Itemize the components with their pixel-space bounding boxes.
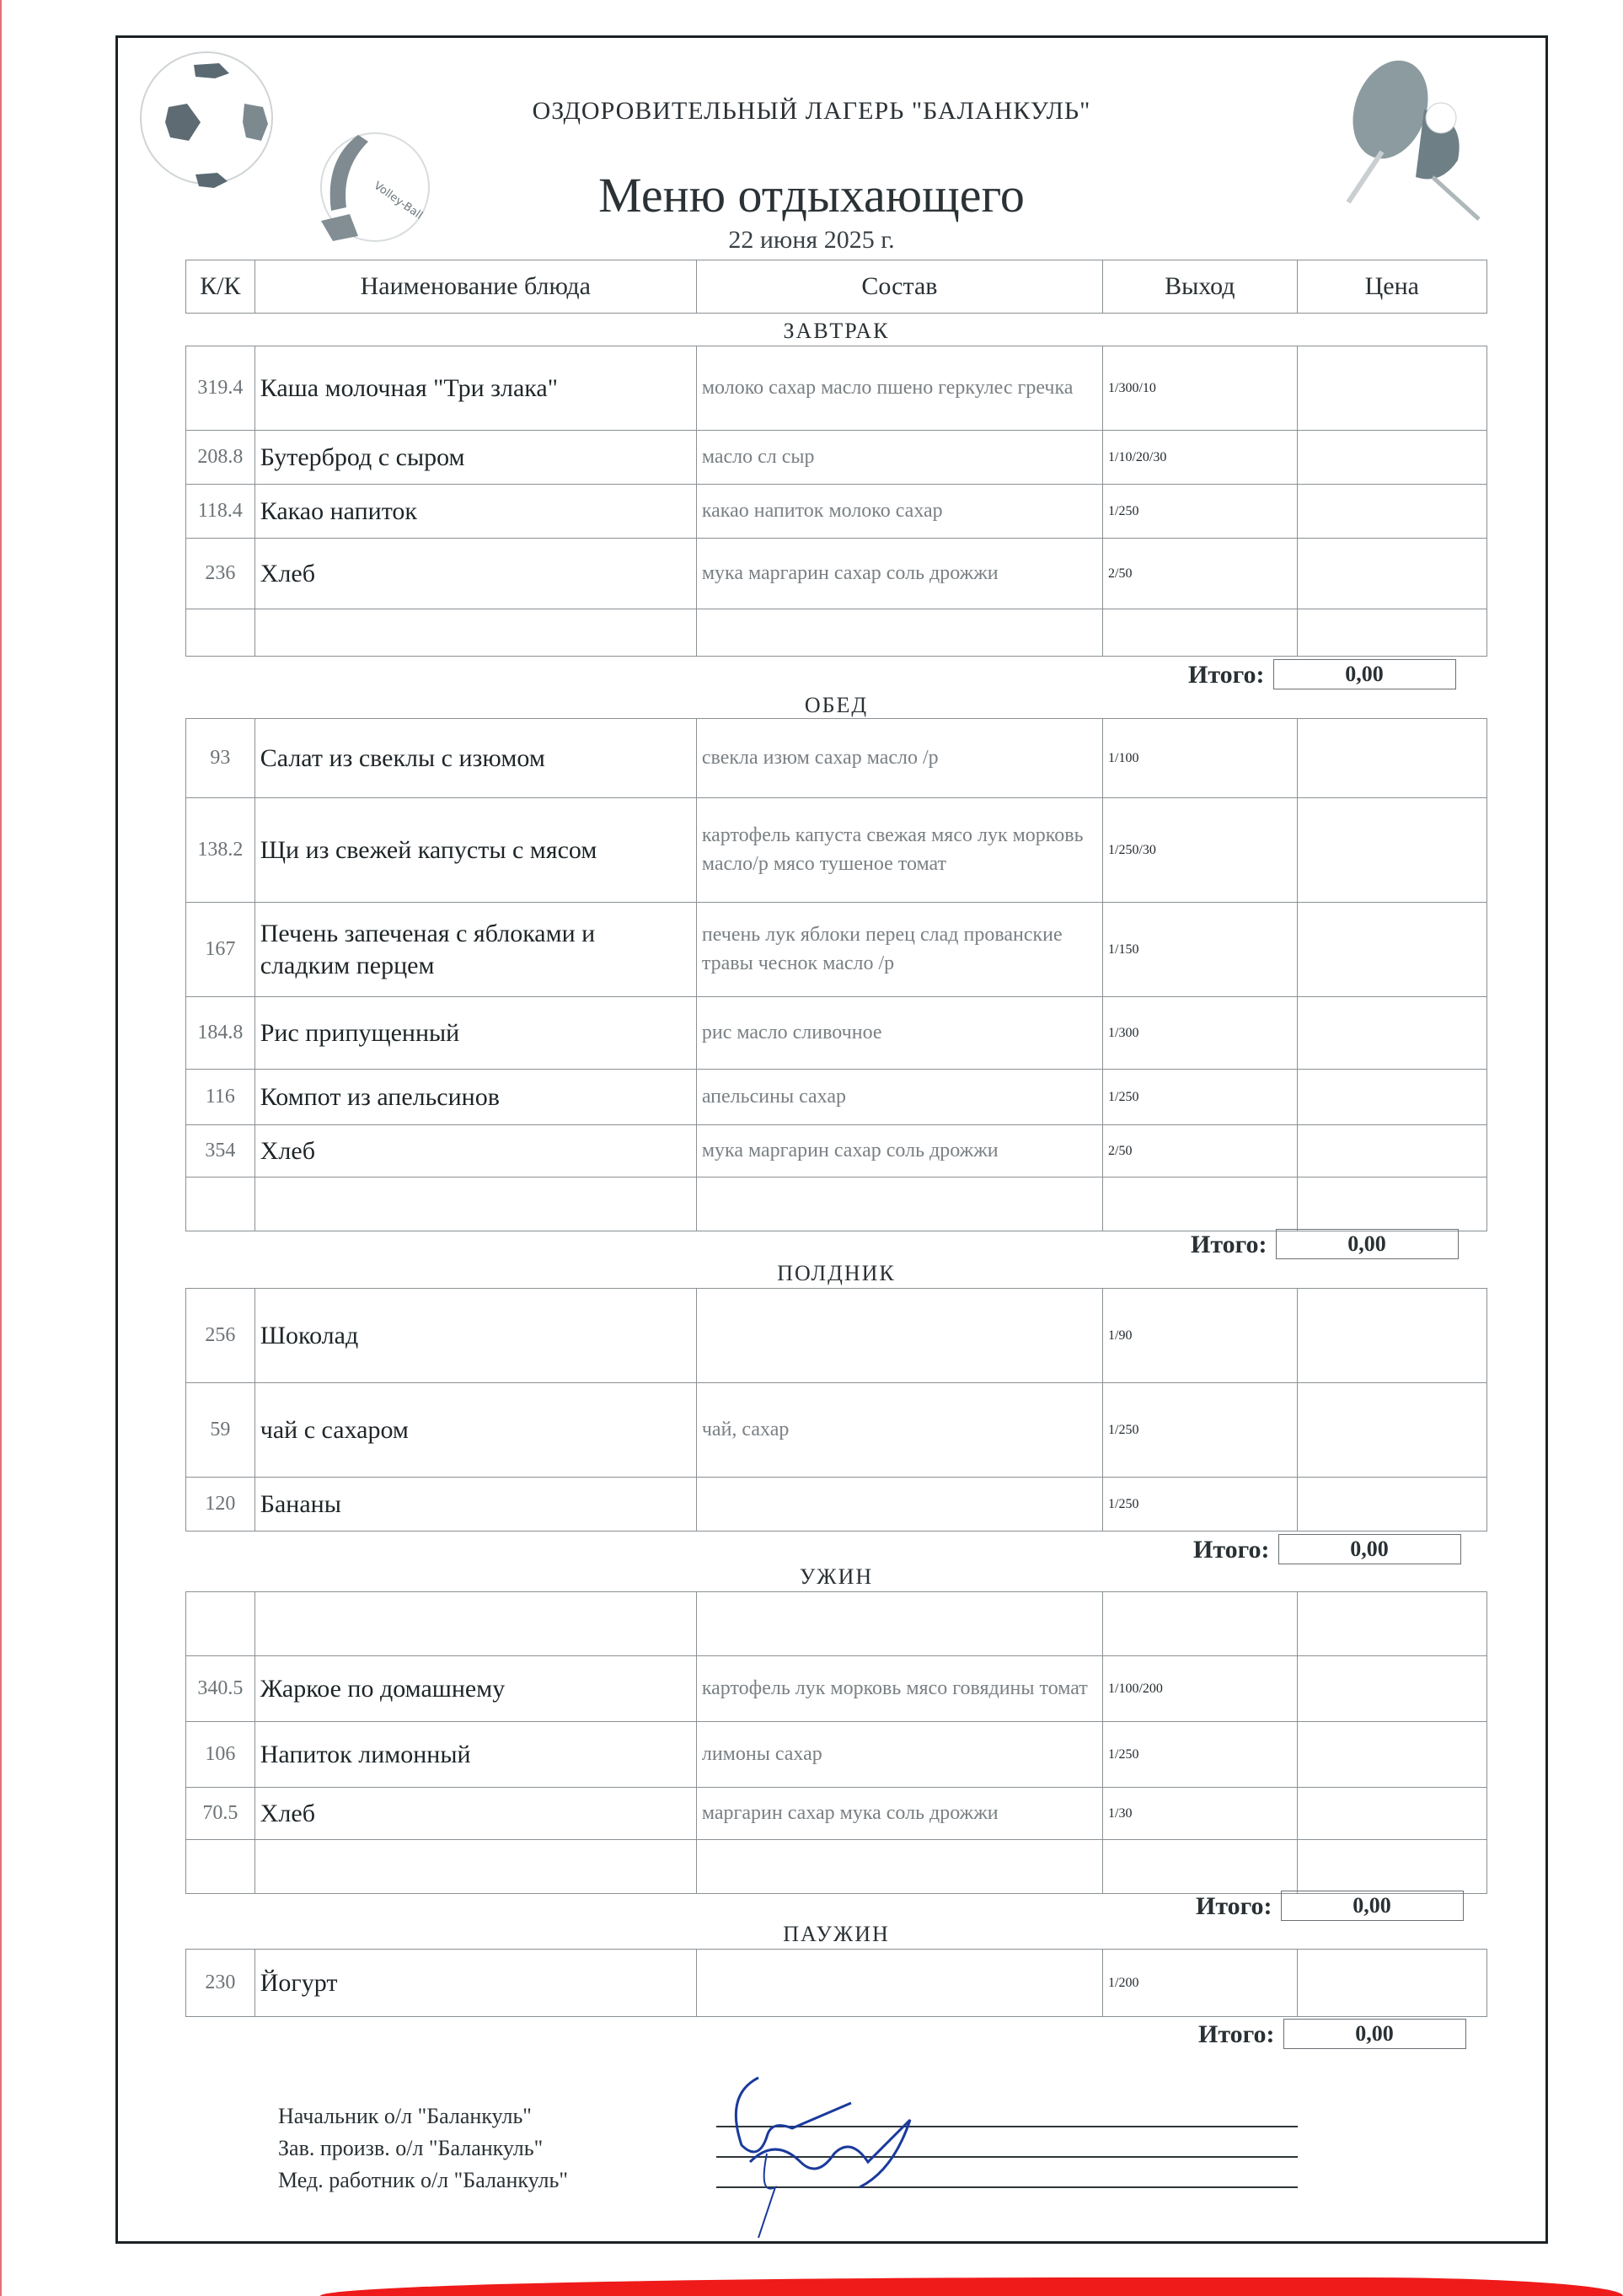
dish-name: [254, 1840, 696, 1894]
dish-name: [254, 609, 696, 657]
dish-name: Хлеб: [254, 1788, 696, 1840]
signature-label-medic: Мед. работник о/л "Баланкуль": [278, 2168, 568, 2192]
table-row: [186, 346, 1487, 431]
signature-labels: [278, 2100, 568, 2197]
section-table: [185, 718, 1487, 1231]
dish-price: [1297, 1722, 1486, 1788]
column-header-price: Цена: [1297, 260, 1486, 314]
dish-composition: [696, 1178, 1102, 1231]
dish-price: [1297, 1383, 1486, 1478]
table-row: [186, 798, 1487, 903]
dish-output: 1/250/30: [1103, 798, 1298, 903]
table-row: [186, 1788, 1487, 1840]
dish-name: Бутерброд с сыром: [254, 431, 696, 485]
dish-code: 116: [186, 1070, 255, 1125]
dish-name: [254, 1592, 696, 1656]
dish-output: [1103, 1592, 1298, 1656]
dish-output: 1/100: [1103, 719, 1298, 798]
dish-output: 1/100/200: [1103, 1656, 1298, 1722]
section-total: [1191, 1229, 1459, 1259]
dish-price: [1297, 1125, 1486, 1178]
dish-output: 1/200: [1103, 1950, 1298, 2017]
section-total: [1193, 1534, 1461, 1564]
dish-output: 1/300/10: [1103, 346, 1298, 431]
dish-price: [1297, 431, 1486, 485]
total-label: Итого:: [1196, 1892, 1272, 1920]
total-value: 0,00: [1281, 1891, 1464, 1921]
scan-edge-red-bottom: [320, 2277, 1623, 2296]
dish-price: [1297, 1656, 1486, 1722]
table-row: [186, 719, 1487, 798]
dish-name: Жаркое по домашнему: [254, 1656, 696, 1722]
table-row: [186, 1289, 1487, 1383]
dish-composition: [696, 1840, 1102, 1894]
dish-code: 208.8: [186, 431, 255, 485]
dish-price: [1297, 798, 1486, 903]
section-table: [185, 1591, 1487, 1894]
dish-name: Компот из апельсинов: [254, 1070, 696, 1125]
table-row: [186, 609, 1487, 657]
section-table: [185, 1288, 1487, 1532]
section-total: [1196, 1891, 1464, 1921]
dish-output: 1/250: [1103, 1070, 1298, 1125]
column-header-kk: К/К: [186, 260, 255, 314]
dish-name: чай с сахаром: [254, 1383, 696, 1478]
dish-price: [1297, 539, 1486, 609]
dish-name: Салат из свеклы с изюмом: [254, 719, 696, 798]
dish-output: 1/150: [1103, 903, 1298, 997]
dish-code: 354: [186, 1125, 255, 1178]
total-label: Итого:: [1188, 661, 1265, 689]
dish-name: Какао напиток: [254, 485, 696, 539]
table-row: [186, 1125, 1487, 1178]
dish-output: [1103, 1178, 1298, 1231]
total-value: 0,00: [1283, 2019, 1466, 2049]
table-row: [186, 539, 1487, 609]
dish-code: 118.4: [186, 485, 255, 539]
table-row: [186, 1070, 1487, 1125]
dish-name: Рис припущенный: [254, 997, 696, 1070]
dish-composition: маргарин сахар мука соль дрожжи: [696, 1788, 1102, 1840]
menu-date: 22 июня 2025 г.: [728, 226, 895, 254]
dish-composition: [696, 1478, 1102, 1532]
column-header-composition: Состав: [696, 260, 1102, 314]
dish-name: Напиток лимонный: [254, 1722, 696, 1788]
table-row: [186, 1950, 1487, 2017]
dish-code: 256: [186, 1289, 255, 1383]
dish-output: 1/30: [1103, 1788, 1298, 1840]
dish-code: 138.2: [186, 798, 255, 903]
dish-composition: чай, сахар: [696, 1383, 1102, 1478]
dish-composition: мука маргарин сахар соль дрожжи: [696, 539, 1102, 609]
dish-price: [1297, 1950, 1486, 2017]
table-row: [186, 1383, 1487, 1478]
dish-code: 340.5: [186, 1656, 255, 1722]
section-title: ПОЛДНИК: [777, 1261, 896, 1285]
dish-composition: картофель капуста свежая мясо лук морковь масло/р мясо тушеное томат: [696, 798, 1102, 903]
table-row: [186, 1592, 1487, 1656]
column-header-name: Наименование блюда: [254, 260, 696, 314]
section-title: ОБЕД: [804, 693, 869, 717]
dish-name: Щи из свежей капусты с мясом: [254, 798, 696, 903]
dish-composition: мука маргарин сахар соль дрожжи: [696, 1125, 1102, 1178]
dish-composition: апельсины сахар: [696, 1070, 1102, 1125]
page-title: Меню отдыхающего: [598, 168, 1025, 223]
dish-composition: какао напиток молоко сахар: [696, 485, 1102, 539]
column-header-output: Выход: [1103, 260, 1298, 314]
table-row: [186, 1656, 1487, 1722]
dish-output: 1/90: [1103, 1289, 1298, 1383]
dish-composition: [696, 1592, 1102, 1656]
total-label: Итого:: [1191, 1231, 1267, 1258]
dish-code: [186, 1840, 255, 1894]
dish-composition: [696, 1950, 1102, 2017]
dish-composition: печень лук яблоки перец слад прованские травы чеснок масло /р: [696, 903, 1102, 997]
dish-code: 93: [186, 719, 255, 798]
dish-composition: [696, 1289, 1102, 1383]
signature-label-head: Начальник о/л "Баланкуль": [278, 2104, 532, 2128]
dish-price: [1297, 903, 1486, 997]
volleyball-label: Volley-Ball: [371, 179, 426, 223]
dish-composition: рис масло сливочное: [696, 997, 1102, 1070]
dish-code: 236: [186, 539, 255, 609]
table-row: [186, 1478, 1487, 1532]
total-value: 0,00: [1276, 1229, 1459, 1259]
dish-output: 1/10/20/30: [1103, 431, 1298, 485]
handwritten-signature: [725, 2069, 994, 2238]
dish-code: 70.5: [186, 1788, 255, 1840]
dish-name: [254, 1178, 696, 1231]
dish-name: Бананы: [254, 1478, 696, 1532]
section-title: ПАУЖИН: [783, 1922, 890, 1946]
dish-name: Йогурт: [254, 1950, 696, 2017]
dish-name: Хлеб: [254, 1125, 696, 1178]
dish-code: [186, 609, 255, 657]
dish-name: Хлеб: [254, 539, 696, 609]
dish-output: [1103, 1840, 1298, 1894]
table-row: [186, 485, 1487, 539]
dish-output: 1/250: [1103, 1722, 1298, 1788]
dish-composition: масло сл сыр: [696, 431, 1102, 485]
dish-composition: картофель лук морковь мясо говядины томат: [696, 1656, 1102, 1722]
total-value: 0,00: [1273, 659, 1456, 689]
dish-output: [1103, 609, 1298, 657]
dish-output: 2/50: [1103, 539, 1298, 609]
dish-price: [1297, 346, 1486, 431]
dish-price: [1297, 1840, 1486, 1894]
dish-composition: свекла изюм сахар масло /р: [696, 719, 1102, 798]
dish-price: [1297, 997, 1486, 1070]
dish-price: [1297, 1289, 1486, 1383]
dish-code: 319.4: [186, 346, 255, 431]
camp-name: ОЗДОРОВИТЕЛЬНЫЙ ЛАГЕРЬ "БАЛАНКУЛЬ": [532, 97, 1091, 125]
table-row: [186, 903, 1487, 997]
section-table: [185, 1949, 1487, 2017]
dish-output: 1/300: [1103, 997, 1298, 1070]
dish-code: 120: [186, 1478, 255, 1532]
section-title: ЗАВТРАК: [783, 319, 890, 343]
dish-price: [1297, 1592, 1486, 1656]
dish-name: Каша молочная "Три злака": [254, 346, 696, 431]
dish-code: [186, 1592, 255, 1656]
dish-composition: [696, 609, 1102, 657]
section-table: [185, 346, 1487, 657]
dish-output: 2/50: [1103, 1125, 1298, 1178]
dish-output: 1/250: [1103, 1478, 1298, 1532]
dish-composition: лимоны сахар: [696, 1722, 1102, 1788]
dish-price: [1297, 485, 1486, 539]
dish-code: [186, 1178, 255, 1231]
menu-header-table: [185, 260, 1487, 314]
table-row: [186, 997, 1487, 1070]
total-value: 0,00: [1278, 1534, 1461, 1564]
scan-edge-red: [0, 0, 2, 2296]
dish-price: [1297, 719, 1486, 798]
table-row: [186, 1178, 1487, 1231]
section-total: [1198, 2019, 1466, 2049]
dish-name: Печень запеченая с яблоками и сладким перцем: [254, 903, 696, 997]
dish-code: 230: [186, 1950, 255, 2017]
dish-name: Шоколад: [254, 1289, 696, 1383]
dish-code: 59: [186, 1383, 255, 1478]
column-header-row: [186, 260, 1487, 314]
dish-output: 1/250: [1103, 485, 1298, 539]
dish-code: 106: [186, 1722, 255, 1788]
table-row: [186, 1840, 1487, 1894]
dish-price: [1297, 1178, 1486, 1231]
dish-code: 167: [186, 903, 255, 997]
dish-output: 1/250: [1103, 1383, 1298, 1478]
section-title: УЖИН: [799, 1564, 874, 1589]
section-total: [1188, 659, 1456, 689]
signature-label-production: Зав. произв. о/л "Баланкуль": [278, 2136, 544, 2160]
dish-price: [1297, 609, 1486, 657]
table-row: [186, 1722, 1487, 1788]
dish-composition: молоко сахар масло пшено геркулес гречка: [696, 346, 1102, 431]
total-label: Итого:: [1193, 1536, 1270, 1564]
total-label: Итого:: [1198, 2020, 1275, 2048]
dish-price: [1297, 1478, 1486, 1532]
dish-price: [1297, 1070, 1486, 1125]
dish-price: [1297, 1788, 1486, 1840]
dish-code: 184.8: [186, 997, 255, 1070]
table-row: [186, 431, 1487, 485]
